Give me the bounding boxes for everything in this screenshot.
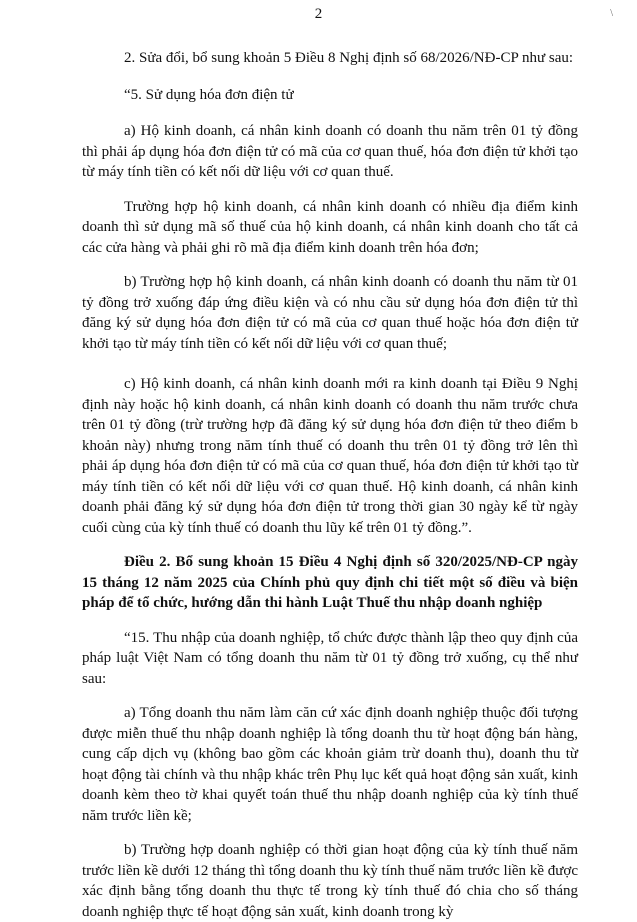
amendment-clause-2: 2. Sửa đổi, bổ sung khoản 5 Điều 8 Nghị định số 68/2026/NĐ-CP như sau: [124,50,574,66]
section-heading-e-invoice: “5. Sử dụng hóa đơn điện tử [124,86,294,103]
page-number: 2 [314,6,323,22]
paragraph-b: b) Trường hợp hộ kinh doanh, cá nhân kinh doanh có doanh thu năm từ 01 tỷ đồng trở xuống đáp ứng điều kiện và có nhu cầu sử dụng hóa đơn điện tử thì đăng ký sử dụng hóa đơn điện tử có mã của cơ quan thuế hoặc hóa đơn điện tử khởi tạo từ máy tính tiền có kết nối dữ liệu với cơ quan thuế; [82,274,578,352]
paragraph-a: a) Hộ kinh doanh, cá nhân kinh doanh có doanh thu năm trên 01 tỷ đồng thì phải áp dụng hóa đơn điện tử có mã của cơ quan thuế, hóa đơn điện tử khởi tạo từ máy tính tiền có kết nối dữ liệu với cơ quan thuế. [82,123,578,180]
corner-mark: \ [610,8,613,19]
clause-15-intro: “15. Thu nhập của doanh nghiệp, tổ chức được thành lập theo quy định của pháp luật Việt Nam có tổng doanh thu năm từ 01 tỷ đồng trở xuống, cụ thể như sau: [82,629,578,687]
paragraph-multiple-locations: Trường hợp hộ kinh doanh, cá nhân kinh doanh có nhiều địa điểm kinh doanh thì sử dụng mã số thuế của hộ kinh doanh, cá nhân kinh doanh cho tất cả các cửa hàng và phải ghi rõ mã địa điểm kinh doanh trên hóa đơn; [82,198,578,256]
clause-15-a: a) Tổng doanh thu năm làm căn cứ xác định doanh nghiệp thuộc đối tượng được miễn thuế thu nhập doanh nghiệp là tổng doanh thu từ hoạt động bán hàng, cung cấp dịch vụ (không bao gồm các khoản giảm trừ doanh thu), doanh thu từ hoạt động tài chính và thu nhập khác trên Phụ lục kết quả hoạt động sản xuất, kinh doanh kèm theo tờ khai quyết toán thuế thu nhập doanh nghiệp của kỳ tính thuế năm trước liền kề; [82,705,578,824]
paragraph-c: c) Hộ kinh doanh, cá nhân kinh doanh mới ra kinh doanh tại Điều 9 Nghị định này hoặc hộ kinh doanh, cá nhân kinh doanh có doanh thu năm trước chưa trên 01 tỷ đồng (trừ trường hợp đã đăng ký sử dụng hóa đơn điện tử theo điểm b khoản này) nhưng trong năm tính thuế có doanh thu trên 01 tỷ đồng trở lên thì phải áp dụng hóa đơn điện tử có mã của cơ quan thuế, hóa đơn điện tử khởi tạo từ máy tính tiền có kết nối dữ liệu với cơ quan thuế. Hộ kinh doanh, cá nhân kinh doanh phải đăng ký sử dụng hóa đơn điện tử trong thời gian 30 ngày kể từ ngày cuối cùng của kỳ tính thuế có doanh thu lũy kế trên 01 tỷ đồng.”. [82,376,578,536]
article-2-heading: Điều 2. Bổ sung khoản 15 Điều 4 Nghị định số 320/2025/NĐ-CP ngày 15 tháng 12 năm 2025 của Chính phủ quy định chi tiết một số điều và biện pháp để tổ chức, hướng dẫn thi hành Luật Thuế thu nhập doanh nghiệp [82,554,578,611]
document-body [82,48,578,922]
clause-15-b: b) Trường hợp doanh nghiệp có thời gian hoạt động của kỳ tính thuế năm trước liền kề dưới 12 tháng thì tổng doanh thu kỳ tính thuế năm trước liền kề được xác định bằng tổng doanh thu thực tế trong kỳ tính thuế đó chia cho số tháng doanh nghiệp thực tế hoạt động sản xuất, kinh doanh trong kỳ [82,842,578,920]
